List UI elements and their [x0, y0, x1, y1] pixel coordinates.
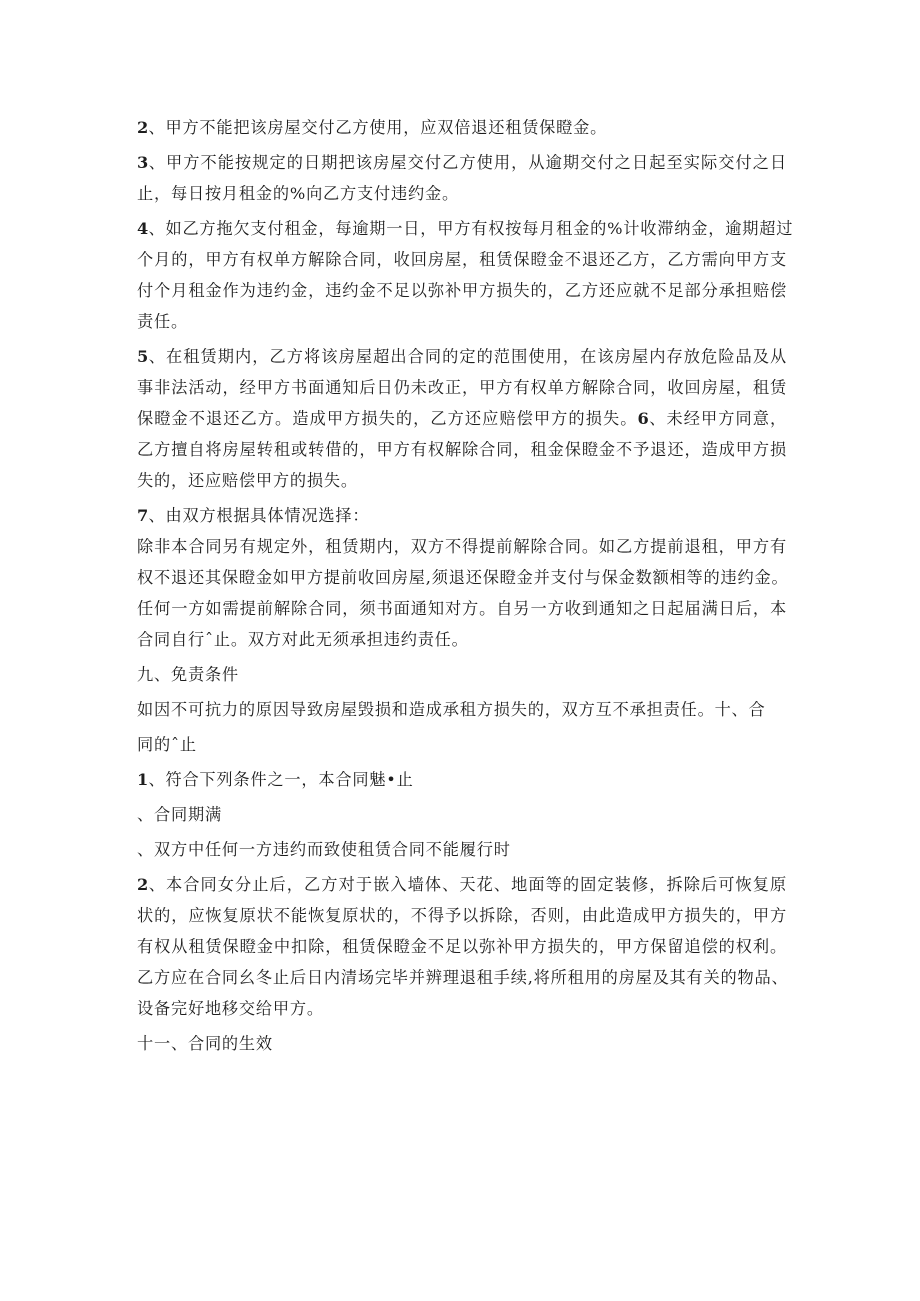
clause-5-line-2: 事非法活动，经甲方书面通知后日仍未改正，甲方有权单方解除合同，收回房屋，租赁	[137, 378, 787, 397]
clause-2-line: 2、甲方不能把该房屋交付乙方使用，应双倍退还租赁保瞪金。	[137, 118, 608, 137]
clause-6-line-1: 乙方擅自将房屋转租或转借的，甲方有权解除合同，租金保瞪金不予退还，造成甲方损	[137, 440, 787, 459]
section-10-item-2-line-5: 设备完好地移交给甲方。	[137, 999, 324, 1018]
section-10-item-2-line-1: 2、本合同女分止后，乙方对于嵌入墙体、天花、地面等的固定装修，拆除后可恢复原	[137, 875, 787, 894]
section-10-item-2-line-4: 乙方应在合同幺冬止后日内清场完毕并辨理退租手续,将所租用的房屋及其有关的物品、	[137, 968, 789, 987]
clause-6-line-2: 失的，还应赔偿甲方的损失。	[137, 471, 358, 490]
clause-7-line-4: 合同自行ˆ止。双方对此无须承担违约责任。	[137, 630, 469, 649]
section-9-body-line-1: 如因不可抗力的原因导致房屋毁损和造成承租方损失的，双方互不承担责任。十、合	[137, 700, 766, 719]
section-9-heading: 九、免责条件	[137, 665, 239, 684]
clause-7-line-2: 权不退还其保瞪金如甲方提前收回房屋,须退还保瞪金并支付与保金数额相等的违约金。	[137, 568, 789, 587]
clause-7-line-1: 除非本合同另有规定外，租赁期内，双方不得提前解除合同。如乙方提前退租，甲方有	[137, 537, 787, 556]
clause-7-line-3: 任何一方如需提前解除合同，须书面通知对方。自另一方收到通知之日起届满日后，本	[137, 599, 787, 618]
clause-5-line-1: 5、在租赁期内，乙方将该房屋超出合同的定的范围使用，在该房屋内存放危险品及从	[137, 347, 787, 366]
clause-4-line-1: 4、如乙方拖欠支付租金，每逾期一日，甲方有权按每月租金的%计收滞纳金，逾期超过	[137, 219, 794, 238]
section-10-item-2-line-2: 状的，应恢复原状不能恢复原状的，不得予以拆除，否则，由此造成甲方损失的，甲方	[137, 906, 787, 925]
contract-text	[137, 112, 794, 1059]
section-10-item-1: 1、符合下列条件之一，本合同魅•止	[137, 770, 414, 789]
clause-4-line-4: 责任。	[137, 312, 188, 331]
clause-4-line-3: 付个月租金作为违约金，违约金不足以弥补甲方损失的，乙方还应就不足部分承担赔偿	[137, 281, 787, 300]
clause-5-line-3: 保瞪金不退还乙方。造成甲方损失的，乙方还应赔偿甲方的损失。6、未经甲方同意，	[137, 409, 787, 428]
section-10-sub-2: 、双方中任何一方违约而致使租赁合同不能履行时	[137, 840, 511, 859]
section-10-heading: 同的ˆ止	[137, 735, 197, 754]
clause-4-line-2: 个月的，甲方有权单方解除合同，收回房屋，租赁保瞪金不退还乙方，乙方需向甲方支	[137, 250, 787, 269]
section-11-heading: 十一、合同的生效	[137, 1034, 273, 1053]
clause-3-line-2: 止，每日按月租金的%向乙方支付违约金。	[137, 184, 459, 203]
section-10-item-2-line-3: 有权从租赁保瞪金中扣除，租赁保瞪金不足以弥补甲方损失的，甲方保留追偿的权利。	[137, 937, 787, 956]
clause-3-line-1: 3、甲方不能按规定的日期把该房屋交付乙方使用，从逾期交付之日起至实际交付之日	[137, 153, 787, 172]
clause-7-heading: 7、由双方根据具体情况选择：	[137, 506, 370, 525]
section-10-sub-1: 、合同期满	[137, 805, 222, 824]
